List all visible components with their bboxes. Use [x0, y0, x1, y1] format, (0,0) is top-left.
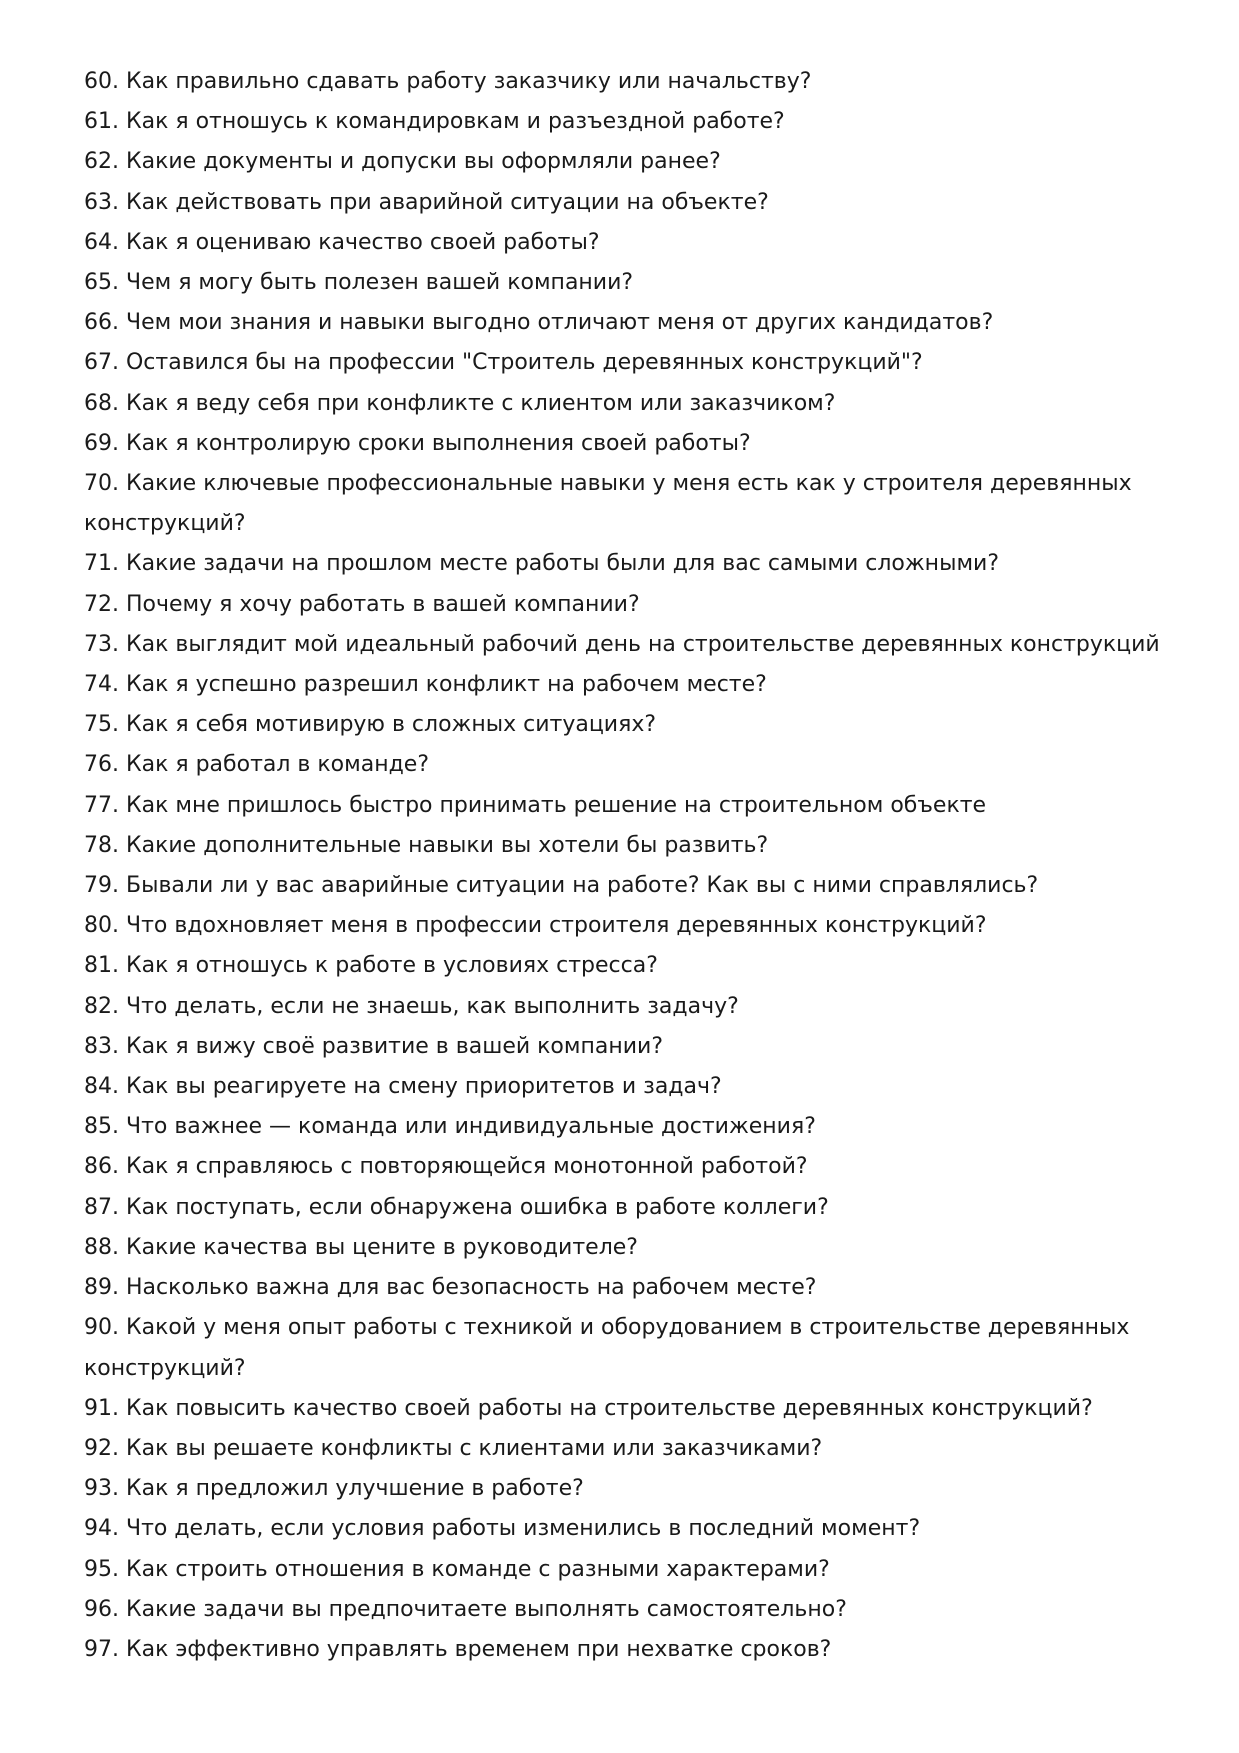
question-item: 70. Какие ключевые профессиональные навыки у меня есть как у строителя деревянных конструкций? — [84, 471, 1132, 537]
question-item: 74. Как я успешно разрешил конфликт на рабочем месте? — [84, 672, 767, 698]
question-item: 92. Как вы решаете конфликты с клиентами или заказчиками? — [84, 1435, 823, 1461]
question-item: 94. Что делать, если условия работы изменились в последний момент? — [84, 1516, 921, 1542]
question-item: 67. Оставился бы на профессии "Строитель деревянных конструкций"? — [84, 350, 923, 376]
question-item: 90. Какой у меня опыт работы с техникой и оборудованием в строительстве деревянных конструкций? — [84, 1315, 1130, 1381]
question-item: 72. Почему я хочу работать в вашей компании? — [84, 591, 640, 617]
question-item: 65. Чем я могу быть полезен вашей компании? — [84, 270, 634, 296]
question-item: 69. Как я контролирую сроки выполнения своей работы? — [84, 430, 751, 456]
question-item: 81. Как я отношусь к работе в условиях стресса? — [84, 953, 658, 979]
question-item: 68. Как я веду себя при конфликте с клиентом или заказчиком? — [84, 390, 836, 416]
question-item: 84. Как вы реагируете на смену приоритетов и задач? — [84, 1074, 722, 1100]
question-item: 83. Как я вижу своё развитие в вашей компании? — [84, 1033, 664, 1059]
question-list — [84, 62, 1164, 1670]
question-item: 82. Что делать, если не знаешь, как выполнить задачу? — [84, 993, 739, 1019]
question-item: 77. Как мне пришлось быстро принимать решение на строительном объекте — [84, 792, 987, 818]
question-item: 75. Как я себя мотивирую в сложных ситуациях? — [84, 712, 657, 738]
question-item: 85. Что важнее — команда или индивидуальные достижения? — [84, 1114, 816, 1140]
question-item: 71. Какие задачи на прошлом месте работы были для вас самыми сложными? — [84, 551, 1000, 577]
question-item: 95. Как строить отношения в команде с разными характерами? — [84, 1556, 830, 1582]
question-item: 63. Как действовать при аварийной ситуации на объекте? — [84, 189, 769, 215]
question-item: 93. Как я предложил улучшение в работе? — [84, 1476, 584, 1502]
question-item: 87. Как поступать, если обнаружена ошибка в работе коллеги? — [84, 1194, 829, 1220]
question-item: 66. Чем мои знания и навыки выгодно отличают меня от других кандидатов? — [84, 310, 994, 336]
question-item: 89. Насколько важна для вас безопасность на рабочем месте? — [84, 1275, 817, 1301]
question-item: 73. Как выглядит мой идеальный рабочий день на строительстве деревянных конструкций — [84, 631, 1160, 657]
question-item: 61. Как я отношусь к командировкам и разъездной работе? — [84, 109, 785, 135]
question-item: 60. Как правильно сдавать работу заказчику или начальству? — [84, 69, 812, 94]
question-item: 79. Бывали ли у вас аварийные ситуации на работе? Как вы с ними справлялись? — [84, 873, 1039, 899]
question-item: 88. Какие качества вы цените в руководителе? — [84, 1234, 638, 1260]
question-item: 64. Как я оцениваю качество своей работы? — [84, 229, 600, 255]
question-item: 91. Как повысить качество своей работы на строительстве деревянных конструкций? — [84, 1395, 1093, 1421]
question-item: 76. Как я работал в команде? — [84, 752, 430, 778]
question-item: 96. Какие задачи вы предпочитаете выполнять самостоятельно? — [84, 1596, 847, 1622]
question-item: 97. Как эффективно управлять временем при нехватке сроков? — [84, 1636, 832, 1662]
question-item: 62. Какие документы и допуски вы оформляли ранее? — [84, 149, 721, 175]
question-item: 78. Какие дополнительные навыки вы хотели бы развить? — [84, 832, 769, 858]
question-item: 80. Что вдохновляет меня в профессии строителя деревянных конструкций? — [84, 913, 987, 939]
question-item: 86. Как я справляюсь с повторяющейся монотонной работой? — [84, 1154, 808, 1180]
